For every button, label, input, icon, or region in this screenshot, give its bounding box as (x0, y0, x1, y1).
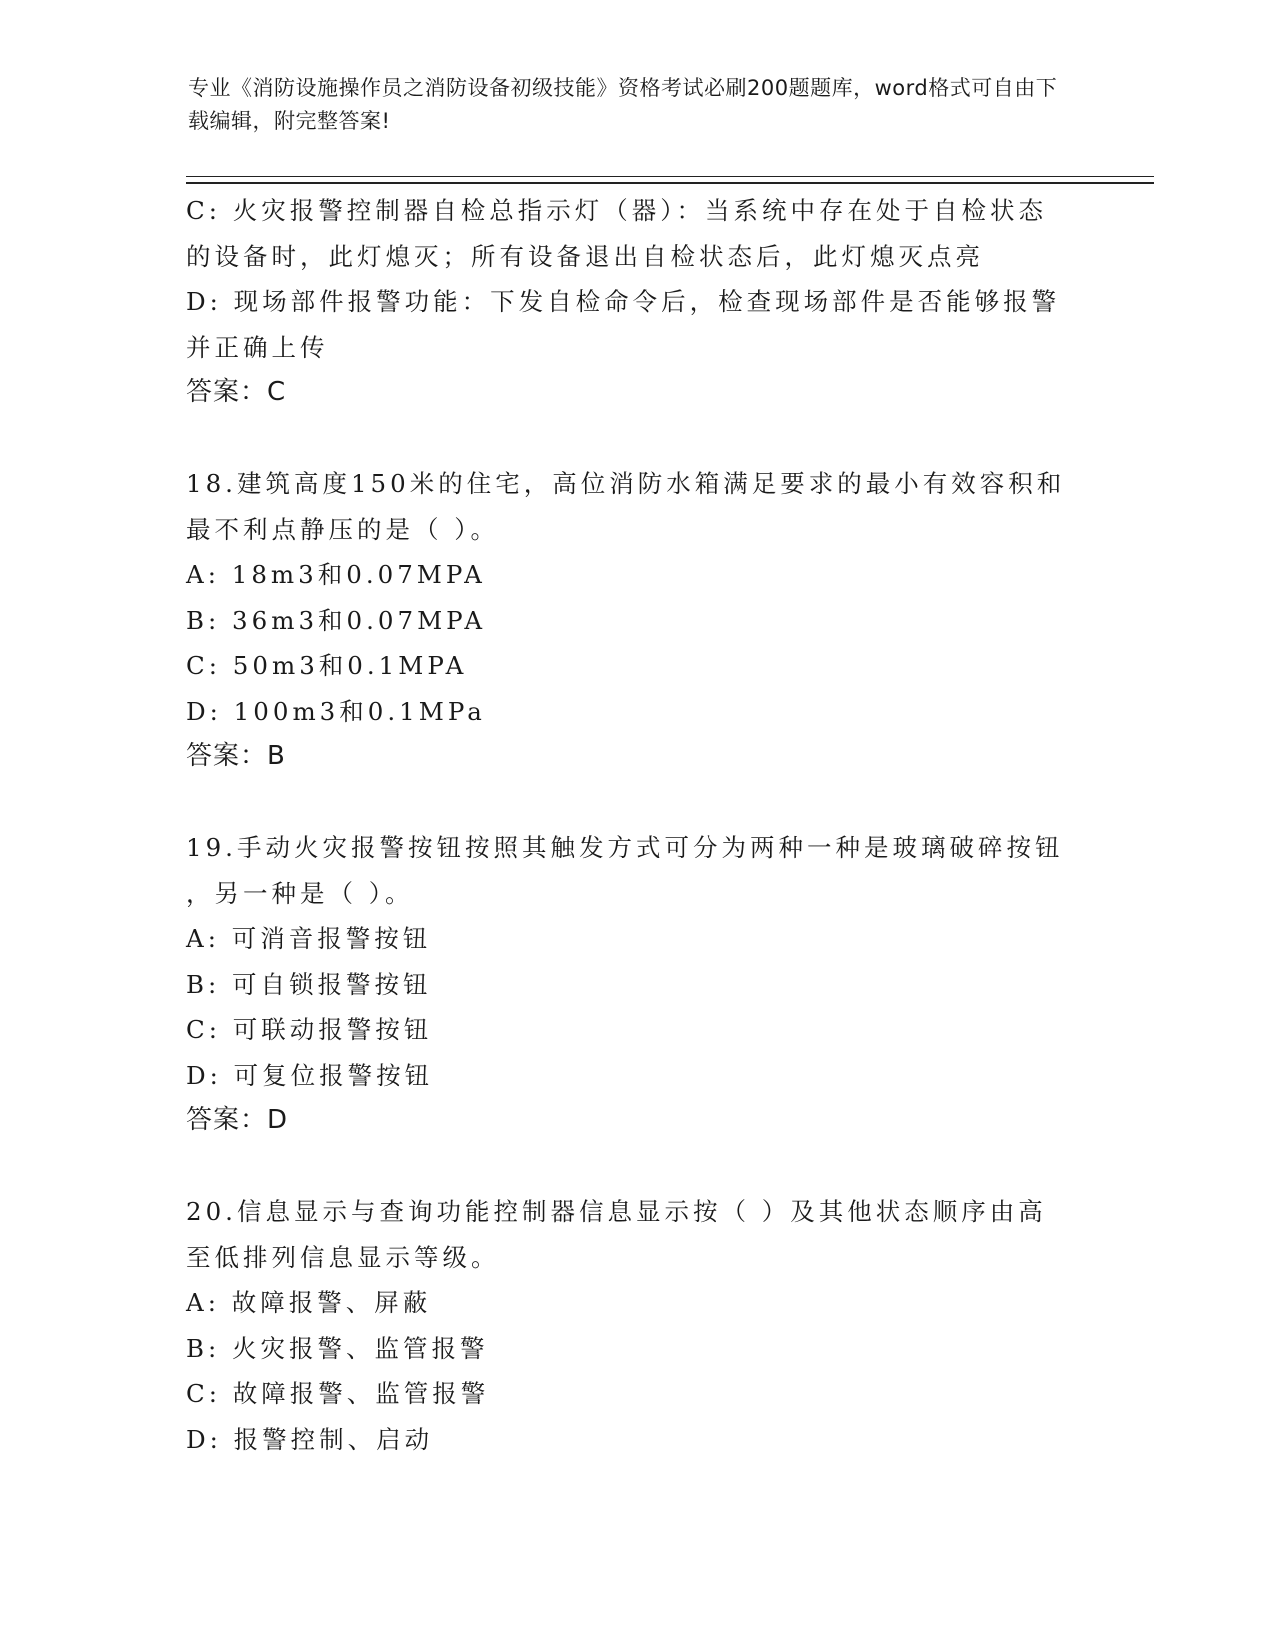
option-c: C: 可联动报警按钮 (186, 1015, 433, 1044)
spacer (186, 780, 1086, 826)
option-c-line-1: C: 火灾报警控制器自检总指示灯（器）：当系统中存在处于自检状态 (186, 196, 1048, 225)
option-a: A: 18m3和0.07MPA (186, 560, 486, 589)
question-19 (186, 825, 1086, 1144)
question-stem-line-2: 最不利点静压的是（ ）。 (186, 514, 500, 544)
question-17-tail (186, 188, 1086, 416)
option-c-line-2: 的设备时，此灯熄灭；所有设备退出自检状态后，此灯熄灭点亮 (186, 241, 984, 271)
question-stem-line-1: 20.信息显示与查询功能控制器信息显示按（ ）及其他状态顺序由高 (186, 1197, 1047, 1226)
question-18 (186, 461, 1086, 780)
option-d: D: 报警控制、启动 (186, 1424, 434, 1454)
answer-18: 答案：B (186, 741, 286, 771)
question-stem-line-1: 19.手动火灾报警按钮按照其触发方式可分为两种一种是玻璃破碎按钮 (186, 833, 1064, 862)
question-stem-line-2: ，另一种是（ ）。 (186, 878, 414, 908)
option-a: A: 故障报警、屏蔽 (186, 1288, 432, 1317)
option-c: C: 50m3和0.1MPA (186, 651, 468, 680)
header-divider-thin (186, 176, 1154, 177)
header-text: 专业《消防设施操作员之消防设备初级技能》资格考试必刷200题题库，word格式可自由下载编辑，附完整答案! (188, 76, 1058, 133)
option-d: D: 可复位报警按钮 (186, 1060, 434, 1090)
option-b: B: 36m3和0.07MPA (186, 605, 487, 635)
spacer (186, 416, 1086, 462)
answer-17: 答案：C (186, 377, 287, 407)
header-divider-thick (186, 182, 1154, 184)
question-stem-line-1: 18.建筑高度150米的住宅，高位消防水箱满足要求的最小有效容积和 (186, 469, 1066, 498)
option-b: B: 可自锁报警按钮 (186, 969, 432, 999)
spacer (186, 1144, 1086, 1190)
document-header (188, 72, 1068, 138)
answer-19: 答案：D (186, 1105, 289, 1135)
question-20 (186, 1189, 1086, 1462)
question-stem-line-2: 至低排列信息显示等级。 (186, 1242, 500, 1272)
option-d-line-1: D: 现场部件报警功能：下发自检命令后，检查现场部件是否能够报警 (186, 287, 1061, 316)
option-d-line-2: 并正确上传 (186, 332, 329, 362)
option-b: B: 火灾报警、监管报警 (186, 1333, 489, 1363)
option-d: D: 100m3和0.1MPa (186, 696, 486, 726)
option-c: C: 故障报警、监管报警 (186, 1379, 490, 1408)
option-a: A: 可消音报警按钮 (186, 924, 432, 953)
question-content (186, 188, 1086, 1462)
